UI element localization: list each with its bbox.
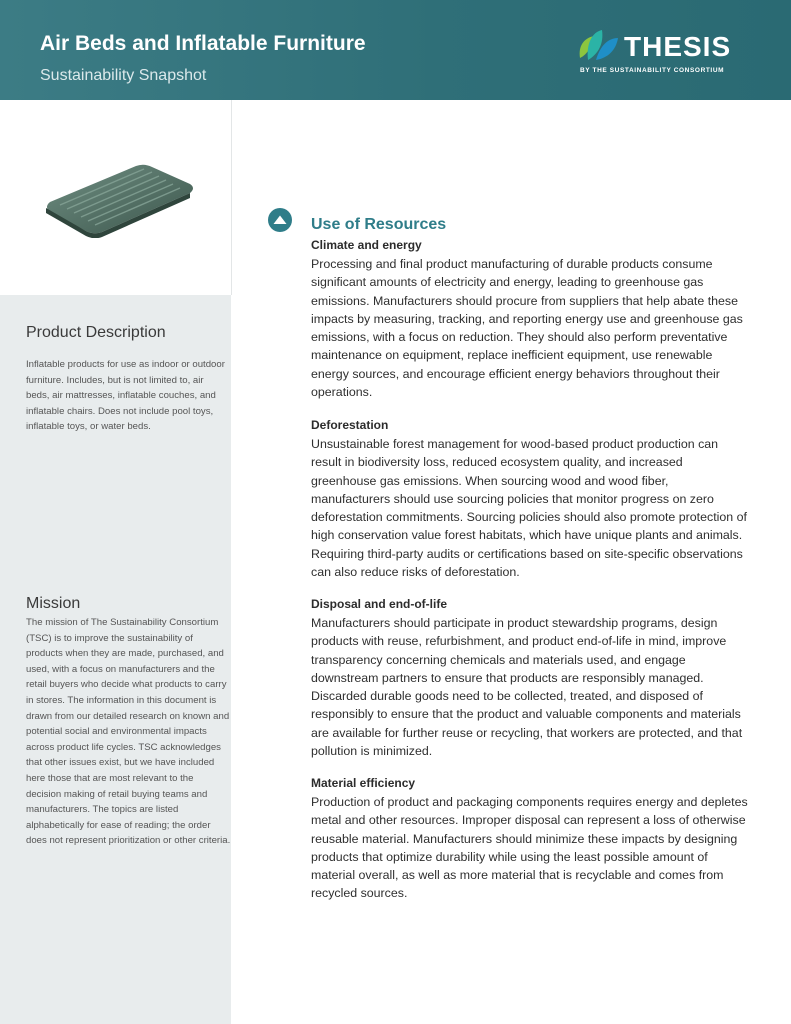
product-description-heading: Product Description bbox=[26, 324, 166, 341]
thesis-logo bbox=[576, 28, 756, 78]
mission-text: The mission of The Sustainability Consortium (TSC) is to improve the sustainability of products when they are made, purchased, and used, with a focus on manufacturers and the retail buyers who decide what products to carry in stores. The information in this document is drawn from our detailed research on known and potential social and environmental impacts across product life cycles. TSC acknowledges that other issues exist, but we have included here those that are most relevant to the decision making of retail buying teams and manufacturers. The topics are listed alphabetically for ease of reading; the order does not represent prioritization or other criteria. bbox=[26, 617, 231, 847]
divider bbox=[231, 100, 232, 295]
page-title: Air Beds and Inflatable Furniture bbox=[40, 32, 366, 55]
mission-heading: Mission bbox=[26, 595, 81, 612]
topic-body: Manufacturers should participate in product stewardship programs, design products with reuse, refurbishment, and product end-of-life in mind, improve transparency concerning chemicals and materials used, and engage downstream partners to ensure that products are responsibly managed. Discarded durable goods need to be collected, treated, and disposed of responsibly to ensure that the product and valuable components and materials are available for further reuse or recycling, that workers are protected, and that pollution is minimized. bbox=[311, 616, 743, 759]
section-title: Use of Resources bbox=[311, 216, 447, 233]
topic-body: Unsustainable forest management for wood-based product production can result in biodiversity loss, reduced ecosystem quality, and increased greenhouse gas emissions. When sourcing wood and wood fiber, manufacturers should use sourcing policies that monitor progress on zero deforestation commitments. Sourcing policies should also promote protection of high conservation value forest habitats, which have unique plants and animals. Requiring third-party audits or certifications based on site-specific observations can also reduce risks of deforestation. bbox=[311, 437, 747, 580]
topic-body: Production of product and packaging components requires energy and depletes metal and other resources. Improper disposal can represent a loss of otherwise reusable material. Manufacturers should minimize these impacts by designing products that optimize durability while using the least possible amount of material overall, as well as more material that is recyclable and comes from recycled sources. bbox=[311, 795, 748, 901]
leaf-cluster-icon bbox=[576, 28, 620, 64]
page-subtitle: Sustainability Snapshot bbox=[40, 67, 207, 84]
logo-tagline: BY THE SUSTAINABILITY CONSORTIUM bbox=[580, 67, 725, 74]
logo-wordmark: THESIS bbox=[624, 31, 732, 62]
topic-body: Processing and final product manufacturing of durable products consume significant amounts of electricity and energy, leading to greenhouse gas emissions. Manufacturers should procure from suppliers that help abate these impacts by measuring, tracking, and reporting energy use and greenhouse gas emissions, with a focus on reduction. They should also perform preventative maintenance on equipment, replace inefficient equipment, use renewable energy sources, and encourage efficient energy behaviors throughout their operations. bbox=[311, 257, 743, 400]
topic-title: Disposal and end-of-life bbox=[311, 597, 448, 611]
topic-title: Material efficiency bbox=[311, 776, 416, 790]
product-description-text: Inflatable products for use as indoor or outdoor furniture. Includes, but is not limited to, air beds, air mattresses, inflatable couches, and inflatable chairs. Does not include pool toys, inflatable toys, or water beds. bbox=[26, 359, 225, 433]
mountain-icon bbox=[268, 208, 292, 232]
sidebar bbox=[0, 295, 231, 1024]
page-header bbox=[0, 0, 791, 100]
topic-title: Climate and energy bbox=[311, 238, 422, 252]
air-mattress-image bbox=[40, 158, 200, 238]
topic-title: Deforestation bbox=[311, 418, 389, 432]
